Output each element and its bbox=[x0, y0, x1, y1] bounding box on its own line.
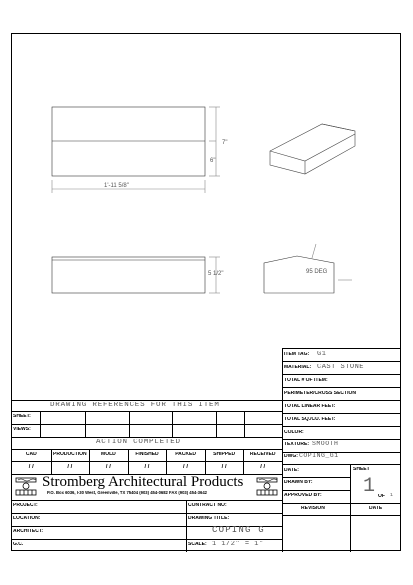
stage-date-packed: / / bbox=[183, 464, 189, 470]
sheet-total: 1 bbox=[390, 493, 394, 498]
contract-label: CONTRACT NO: bbox=[188, 503, 227, 508]
total-items-label: TOTAL # OF ITEM: bbox=[284, 378, 328, 383]
stage-date-shipped: / / bbox=[221, 464, 227, 470]
stage-date-received: / / bbox=[260, 464, 266, 470]
stage-date-finished: / / bbox=[144, 464, 150, 470]
stage-date-production: / / bbox=[67, 464, 73, 470]
dwg-value: COPING_G1 bbox=[299, 453, 339, 459]
sheet-number: 1 bbox=[363, 477, 377, 497]
approved-by-label: APPROVED BY: bbox=[284, 493, 322, 498]
drawing-title-label: DRAWING TITLE: bbox=[188, 516, 230, 521]
color-label: COLOR: bbox=[284, 430, 304, 435]
company-address: P.O. Box 6036, I-30 West, Greenville, TX 75404 (903) 454-0682 FAX (903) 454-3642 bbox=[47, 491, 207, 495]
scale-value: 1 1/2" = 1" bbox=[212, 541, 264, 548]
location-label: LOCATION: bbox=[13, 516, 41, 521]
stage-label-mold: MOLD bbox=[101, 452, 116, 457]
action-title: ACTION COMPLETED bbox=[96, 439, 181, 446]
sheet-of: OF bbox=[378, 494, 385, 499]
scale-label: SCALE: bbox=[188, 542, 207, 547]
ref-sheet-label: SHEET: bbox=[13, 414, 31, 419]
stage-table bbox=[12, 451, 282, 474]
stage-date-mold: / / bbox=[105, 464, 111, 470]
material-value: CAST STONE bbox=[317, 364, 365, 371]
linear-feet-label: TOTAL LINEAR FEET: bbox=[284, 404, 336, 409]
stage-label-packed: PACKED bbox=[175, 452, 196, 457]
date-label: DATE: bbox=[284, 468, 299, 473]
stage-label-production: PRODUCTION bbox=[53, 452, 87, 457]
dwg-label: DWG: bbox=[284, 454, 298, 459]
front-view bbox=[52, 107, 220, 193]
dim-angle: 95 DEG bbox=[306, 269, 328, 275]
texture-label: TEXTURE: bbox=[284, 442, 309, 447]
drawn-by-label: DRAWN BY: bbox=[284, 480, 313, 485]
drawing-sheet bbox=[11, 33, 401, 551]
revision-label: REVISION bbox=[301, 506, 325, 511]
rev-date-label: DATE bbox=[369, 506, 383, 511]
stage-label-received: RECEIVED bbox=[249, 452, 276, 457]
project-label: PROJECT: bbox=[13, 503, 38, 508]
technical-drawing bbox=[12, 34, 399, 344]
perimeter-label: PERIMETER/CROSS SECTION bbox=[284, 391, 356, 396]
dim-bottom-height: 5 1/2" bbox=[208, 271, 224, 277]
company-logo-right bbox=[256, 476, 278, 496]
dim-length: 1'-11 5/8" bbox=[104, 183, 129, 189]
stage-label-finished: FINISHED bbox=[135, 452, 159, 457]
stage-date-cad: / / bbox=[28, 464, 34, 470]
company-name: Stromberg Architectural Products bbox=[42, 475, 244, 490]
material-label: MATERIAL: bbox=[284, 365, 312, 370]
gc-label: G.C. bbox=[13, 542, 24, 547]
stage-label-cad: CAD bbox=[25, 452, 37, 457]
drawing-title-value: COPING G bbox=[212, 526, 265, 535]
references-title: DRAWING REFERENCES FOR THIS ITEM bbox=[50, 402, 220, 409]
dim-height-inner: 6" bbox=[210, 158, 216, 164]
item-tag-label: ITEM TAG: bbox=[284, 352, 310, 357]
sqft-label: TOTAL SQ./CU. FEET: bbox=[284, 417, 336, 422]
bottom-view bbox=[52, 257, 220, 293]
ref-views-label: VIEWS: bbox=[13, 427, 31, 432]
dim-height-total: 7" bbox=[222, 140, 228, 146]
sheet-label: SHEET bbox=[353, 467, 370, 472]
company-logo-left bbox=[15, 476, 37, 496]
architect-label: ARCHITECT: bbox=[13, 529, 43, 534]
texture-value: SMOOTH bbox=[312, 441, 339, 447]
isometric-view bbox=[270, 124, 355, 174]
item-tag-value: G1 bbox=[317, 351, 327, 358]
stage-label-shipped: SHIPPED bbox=[213, 452, 236, 457]
